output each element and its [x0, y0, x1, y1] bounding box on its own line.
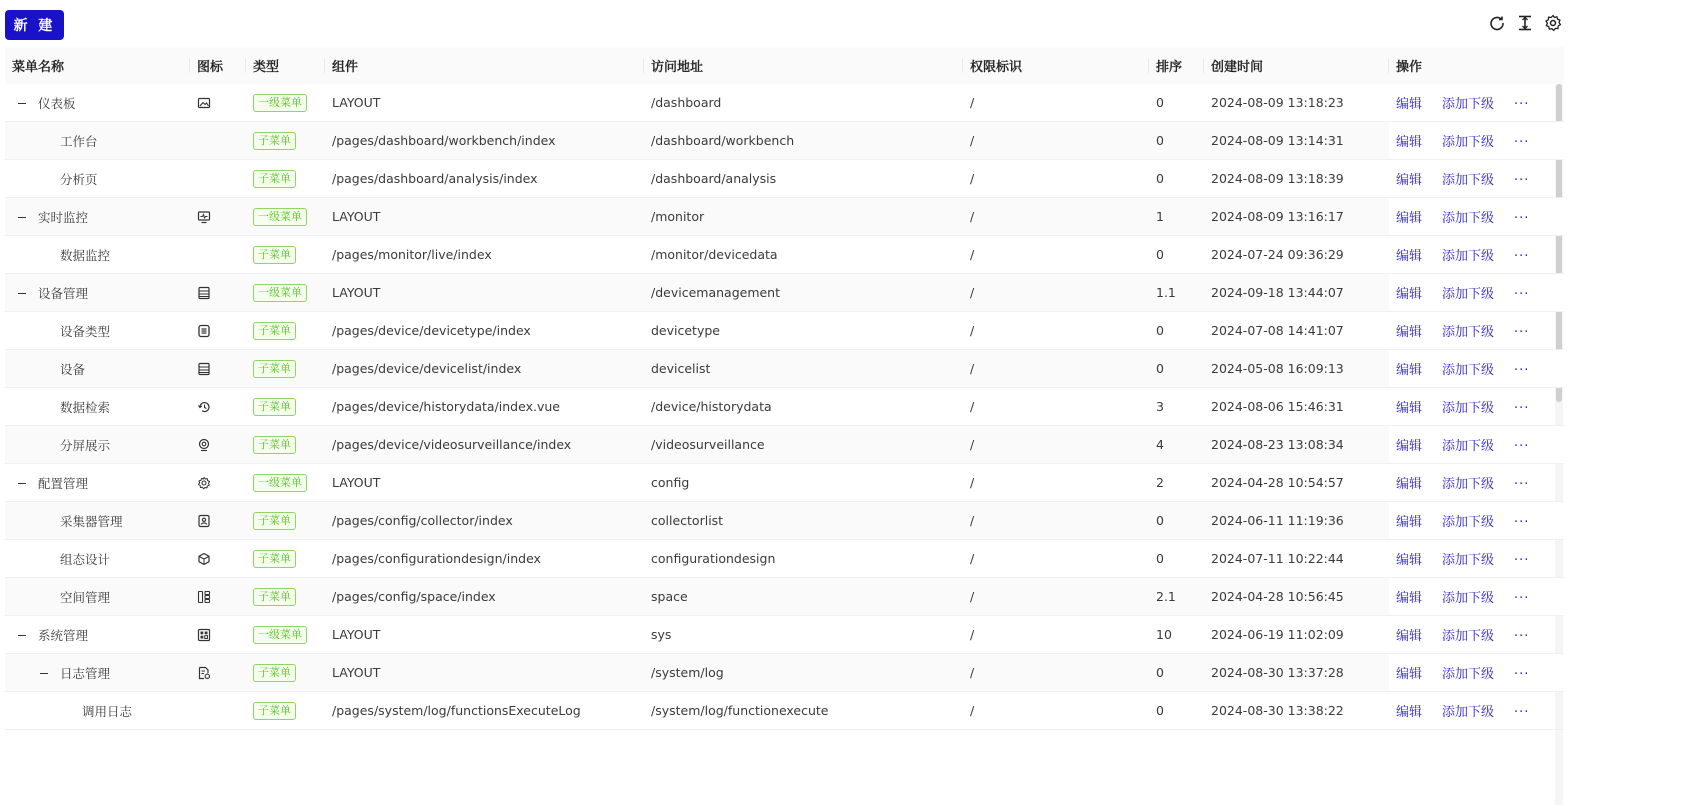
component-cell: LAYOUT — [325, 654, 644, 692]
menu-type-cell — [246, 654, 325, 692]
order-cell: 0 — [1149, 540, 1204, 578]
actions-cell — [1389, 350, 1564, 388]
cube-icon — [197, 552, 211, 566]
image-icon — [197, 96, 211, 110]
menu-name-cell — [5, 160, 190, 198]
table-row — [5, 388, 1564, 426]
add-child-link[interactable]: 添加下级 — [1442, 515, 1495, 530]
order-cell: 0 — [1149, 236, 1204, 274]
menu-name: 工作台 — [60, 133, 98, 149]
menu-type-cell — [246, 350, 325, 388]
type-tag: 子菜单 — [253, 512, 296, 530]
menu-name: 配置管理 — [38, 475, 89, 491]
type-tag: 子菜单 — [253, 246, 296, 264]
component-cell: LAYOUT — [325, 274, 644, 312]
col-icon: 图标 — [190, 47, 246, 84]
more-icon[interactable]: ··· — [1514, 439, 1530, 454]
component-cell: /pages/device/devicetype/index — [325, 312, 644, 350]
table-row — [5, 312, 1564, 350]
menu-name: 设备 — [60, 361, 86, 377]
menu-name: 组态设计 — [60, 551, 111, 567]
permission-cell: / — [963, 274, 1149, 312]
table-row — [5, 426, 1564, 464]
permission-cell: / — [963, 388, 1149, 426]
order-cell: 0 — [1149, 122, 1204, 160]
actions-cell — [1389, 312, 1564, 350]
menu-icon-cell — [190, 388, 246, 426]
col-component: 组件 — [325, 47, 644, 84]
menu-type-cell — [246, 236, 325, 274]
edit-link[interactable]: 编辑 — [1396, 401, 1423, 416]
add-child-link[interactable]: 添加下级 — [1442, 401, 1495, 416]
type-tag: 一级菜单 — [253, 208, 307, 226]
menu-name: 系统管理 — [38, 627, 89, 643]
menu-name: 采集器管理 — [60, 513, 123, 529]
type-tag: 一级菜单 — [253, 626, 307, 644]
path-cell: configurationdesign — [644, 540, 963, 578]
actions-cell — [1389, 616, 1564, 654]
edit-link[interactable]: 编辑 — [1396, 249, 1423, 264]
table-row — [5, 274, 1564, 312]
created-cell: 2024-08-09 13:14:31 — [1204, 122, 1389, 160]
menu-type-cell — [246, 122, 325, 160]
path-cell: /videosurveillance — [644, 426, 963, 464]
type-tag: 子菜单 — [253, 360, 296, 378]
menu-name-cell — [5, 122, 190, 160]
edit-link[interactable]: 编辑 — [1396, 515, 1423, 530]
type-tag: 子菜单 — [253, 322, 296, 340]
menu-name: 设备类型 — [60, 323, 111, 339]
col-path: 访问地址 — [644, 47, 963, 84]
table-tools — [1488, 14, 1562, 32]
permission-cell: / — [963, 502, 1149, 540]
table-row — [5, 654, 1564, 692]
menu-name-cell — [5, 388, 190, 426]
actions-cell — [1389, 122, 1564, 160]
menu-type-cell — [246, 616, 325, 654]
toolbar — [0, 0, 1692, 50]
menu-name-cell — [5, 274, 190, 312]
more-icon[interactable]: ··· — [1514, 97, 1530, 112]
tree-icon — [197, 590, 211, 604]
menu-type-cell — [246, 388, 325, 426]
type-tag: 一级菜单 — [253, 284, 307, 302]
actions-cell — [1389, 654, 1564, 692]
table-row — [5, 122, 1564, 160]
path-cell: sys — [644, 616, 963, 654]
menu-icon-cell — [190, 160, 246, 198]
path-cell: /system/log — [644, 654, 963, 692]
permission-cell: / — [963, 198, 1149, 236]
path-cell: /dashboard — [644, 84, 963, 122]
add-child-link[interactable]: 添加下级 — [1442, 363, 1495, 378]
menu-type-cell — [246, 274, 325, 312]
menu-name-cell — [5, 578, 190, 616]
permission-cell: / — [963, 312, 1149, 350]
col-type: 类型 — [246, 47, 325, 84]
menu-name: 数据检索 — [60, 399, 111, 415]
list-box-icon — [197, 324, 211, 338]
add-child-link[interactable]: 添加下级 — [1442, 439, 1495, 454]
table-row — [5, 350, 1564, 388]
type-tag: 子菜单 — [253, 702, 296, 720]
edit-link[interactable]: 编辑 — [1396, 97, 1423, 112]
created-cell: 2024-06-19 11:02:09 — [1204, 616, 1389, 654]
component-cell: /pages/device/videosurveillance/index — [325, 426, 644, 464]
more-icon[interactable]: ··· — [1514, 287, 1530, 302]
created-cell: 2024-07-11 10:22:44 — [1204, 540, 1389, 578]
menu-type-cell — [246, 578, 325, 616]
path-cell: devicelist — [644, 350, 963, 388]
permission-cell: / — [963, 122, 1149, 160]
edit-link[interactable]: 编辑 — [1396, 477, 1423, 492]
menu-icon-cell — [190, 274, 246, 312]
actions-cell — [1389, 84, 1564, 122]
created-cell: 2024-08-30 13:38:22 — [1204, 692, 1389, 730]
history-icon — [197, 400, 211, 414]
created-cell: 2024-08-23 13:08:34 — [1204, 426, 1389, 464]
menu-icon-cell — [190, 350, 246, 388]
col-menu-name: 菜单名称 — [5, 47, 190, 84]
component-cell: /pages/system/log/functionsExecuteLog — [325, 692, 644, 730]
component-cell: LAYOUT — [325, 616, 644, 654]
menu-name: 日志管理 — [60, 665, 111, 681]
permission-cell: / — [963, 426, 1149, 464]
menu-type-cell — [246, 692, 325, 730]
path-cell: collectorlist — [644, 502, 963, 540]
menu-name: 设备管理 — [38, 285, 89, 301]
menu-icon-cell — [190, 198, 246, 236]
path-cell: /monitor — [644, 198, 963, 236]
edit-link[interactable]: 编辑 — [1396, 325, 1423, 340]
collapse-icon[interactable] — [16, 97, 28, 109]
menu-icon-cell — [190, 616, 246, 654]
created-cell: 2024-08-09 13:16:17 — [1204, 198, 1389, 236]
edit-link[interactable]: 编辑 — [1396, 629, 1423, 644]
menu-name-cell — [5, 502, 190, 540]
table-row — [5, 502, 1564, 540]
order-cell: 1 — [1149, 198, 1204, 236]
gear-icon — [197, 476, 211, 490]
path-cell: /monitor/devicedata — [644, 236, 963, 274]
type-tag: 子菜单 — [253, 398, 296, 416]
created-cell: 2024-08-09 13:18:39 — [1204, 160, 1389, 198]
created-cell: 2024-04-28 10:56:45 — [1204, 578, 1389, 616]
order-cell: 2 — [1149, 464, 1204, 502]
component-cell: /pages/device/historydata/index.vue — [325, 388, 644, 426]
created-cell: 2024-06-11 11:19:36 — [1204, 502, 1389, 540]
menu-icon-cell — [190, 692, 246, 730]
order-cell: 0 — [1149, 654, 1204, 692]
created-cell: 2024-04-28 10:54:57 — [1204, 464, 1389, 502]
more-icon[interactable]: ··· — [1514, 401, 1530, 416]
table-row — [5, 464, 1564, 502]
type-tag: 子菜单 — [253, 588, 296, 606]
edit-link[interactable]: 编辑 — [1396, 553, 1423, 568]
menu-name: 调用日志 — [82, 703, 133, 719]
path-cell: /system/log/functionexecute — [644, 692, 963, 730]
add-child-link[interactable]: 添加下级 — [1442, 477, 1495, 492]
table-row — [5, 160, 1564, 198]
menu-table-wrap — [5, 47, 1564, 805]
created-cell: 2024-07-24 09:36:29 — [1204, 236, 1389, 274]
type-tag: 子菜单 — [253, 132, 296, 150]
more-icon[interactable]: ··· — [1514, 211, 1530, 226]
edit-link[interactable]: 编辑 — [1396, 287, 1423, 302]
type-tag: 子菜单 — [253, 436, 296, 454]
more-icon[interactable]: ··· — [1514, 325, 1530, 340]
column-height-icon[interactable] — [1516, 14, 1534, 32]
menu-name-cell — [5, 350, 190, 388]
refresh-icon[interactable] — [1488, 14, 1506, 32]
menu-name-cell — [5, 540, 190, 578]
menu-type-cell — [246, 426, 325, 464]
actions-cell — [1389, 578, 1564, 616]
table-icon — [197, 362, 211, 376]
menu-icon-cell — [190, 502, 246, 540]
add-child-link[interactable]: 添加下级 — [1442, 249, 1495, 264]
edit-link[interactable]: 编辑 — [1396, 705, 1423, 720]
apps-icon — [197, 628, 211, 642]
actions-cell — [1389, 198, 1564, 236]
col-permission: 权限标识 — [963, 47, 1149, 84]
component-cell: /pages/dashboard/analysis/index — [325, 160, 644, 198]
permission-cell: / — [963, 350, 1149, 388]
order-cell: 0 — [1149, 84, 1204, 122]
order-cell: 0 — [1149, 502, 1204, 540]
component-cell: /pages/dashboard/workbench/index — [325, 122, 644, 160]
menu-name: 分析页 — [60, 171, 98, 187]
order-cell: 2.1 — [1149, 578, 1204, 616]
menu-name-cell — [5, 654, 190, 692]
edit-link[interactable]: 编辑 — [1396, 363, 1423, 378]
add-child-link[interactable]: 添加下级 — [1442, 173, 1495, 188]
menu-icon-cell — [190, 122, 246, 160]
add-child-link[interactable]: 添加下级 — [1442, 667, 1495, 682]
actions-cell — [1389, 540, 1564, 578]
collapse-icon[interactable] — [16, 477, 28, 489]
created-cell: 2024-07-08 14:41:07 — [1204, 312, 1389, 350]
collapse-icon[interactable] — [16, 629, 28, 641]
menu-name-cell — [5, 198, 190, 236]
menu-name: 分屏展示 — [60, 437, 111, 453]
order-cell: 4 — [1149, 426, 1204, 464]
add-child-link[interactable]: 添加下级 — [1442, 97, 1495, 112]
actions-cell — [1389, 274, 1564, 312]
path-cell: config — [644, 464, 963, 502]
menu-icon-cell — [190, 578, 246, 616]
permission-cell: / — [963, 236, 1149, 274]
more-icon[interactable]: ··· — [1514, 591, 1530, 606]
add-child-link[interactable]: 添加下级 — [1442, 629, 1495, 644]
menu-name: 数据监控 — [60, 247, 111, 263]
menu-type-cell — [246, 540, 325, 578]
menu-name: 仪表板 — [38, 95, 76, 111]
add-child-link[interactable]: 添加下级 — [1442, 211, 1495, 226]
col-actions: 操作 — [1389, 47, 1564, 84]
collapse-icon[interactable] — [16, 211, 28, 223]
more-icon[interactable]: ··· — [1514, 553, 1530, 568]
menu-name-cell — [5, 312, 190, 350]
permission-cell: / — [963, 616, 1149, 654]
permission-cell: / — [963, 578, 1149, 616]
collapse-icon[interactable] — [38, 667, 50, 679]
menu-type-cell — [246, 502, 325, 540]
more-icon[interactable]: ··· — [1514, 249, 1530, 264]
permission-cell: / — [963, 654, 1149, 692]
more-icon[interactable]: ··· — [1514, 173, 1530, 188]
table-row — [5, 616, 1564, 654]
camera-icon — [197, 438, 211, 452]
type-tag: 子菜单 — [253, 550, 296, 568]
type-tag: 一级菜单 — [253, 94, 307, 112]
table-row — [5, 578, 1564, 616]
edit-link[interactable]: 编辑 — [1396, 667, 1423, 682]
created-cell: 2024-08-30 13:37:28 — [1204, 654, 1389, 692]
path-cell: space — [644, 578, 963, 616]
menu-name: 空间管理 — [60, 589, 111, 605]
order-cell: 0 — [1149, 692, 1204, 730]
more-icon[interactable]: ··· — [1514, 515, 1530, 530]
edit-link[interactable]: 编辑 — [1396, 173, 1423, 188]
menu-name-cell — [5, 464, 190, 502]
new-button[interactable]: 新 建 — [5, 10, 64, 40]
edit-link[interactable]: 编辑 — [1396, 439, 1423, 454]
menu-icon-cell — [190, 540, 246, 578]
path-cell: devicetype — [644, 312, 963, 350]
path-cell: /device/historydata — [644, 388, 963, 426]
component-cell: /pages/configurationdesign/index — [325, 540, 644, 578]
more-icon[interactable]: ··· — [1514, 667, 1530, 682]
add-child-link[interactable]: 添加下级 — [1442, 135, 1495, 150]
settings-icon[interactable] — [1544, 14, 1562, 32]
edit-link[interactable]: 编辑 — [1396, 591, 1423, 606]
col-created: 创建时间 — [1204, 47, 1389, 84]
menu-icon-cell — [190, 654, 246, 692]
edit-link[interactable]: 编辑 — [1396, 135, 1423, 150]
menu-type-cell — [246, 160, 325, 198]
add-child-link[interactable]: 添加下级 — [1442, 325, 1495, 340]
component-cell: LAYOUT — [325, 464, 644, 502]
type-tag: 子菜单 — [253, 170, 296, 188]
actions-cell — [1389, 502, 1564, 540]
actions-cell — [1389, 236, 1564, 274]
actions-cell — [1389, 692, 1564, 730]
edit-link[interactable]: 编辑 — [1396, 211, 1423, 226]
contact-icon — [197, 514, 211, 528]
type-tag: 子菜单 — [253, 664, 296, 682]
menu-name: 实时监控 — [38, 209, 89, 225]
table-row — [5, 540, 1564, 578]
menu-icon-cell — [190, 84, 246, 122]
table-header — [5, 47, 1564, 84]
component-cell: /pages/config/space/index — [325, 578, 644, 616]
actions-cell — [1389, 426, 1564, 464]
table-row — [5, 198, 1564, 236]
menu-name-cell — [5, 426, 190, 464]
more-icon[interactable]: ··· — [1514, 477, 1530, 492]
permission-cell: / — [963, 84, 1149, 122]
table-icon — [197, 286, 211, 300]
add-child-link[interactable]: 添加下级 — [1442, 591, 1495, 606]
order-cell: 1.1 — [1149, 274, 1204, 312]
more-icon[interactable]: ··· — [1514, 135, 1530, 150]
col-order: 排序 — [1149, 47, 1204, 84]
order-cell: 0 — [1149, 160, 1204, 198]
order-cell: 10 — [1149, 616, 1204, 654]
path-cell: /dashboard/workbench — [644, 122, 963, 160]
path-cell: /dashboard/analysis — [644, 160, 963, 198]
permission-cell: / — [963, 464, 1149, 502]
permission-cell: / — [963, 160, 1149, 198]
created-cell: 2024-08-06 15:46:31 — [1204, 388, 1389, 426]
actions-cell — [1389, 160, 1564, 198]
menu-icon-cell — [190, 312, 246, 350]
file-gear-icon — [197, 666, 211, 680]
more-icon[interactable]: ··· — [1514, 629, 1530, 644]
menu-name-cell — [5, 616, 190, 654]
menu-type-cell — [246, 84, 325, 122]
permission-cell: / — [963, 692, 1149, 730]
more-icon[interactable]: ··· — [1514, 705, 1530, 720]
add-child-link[interactable]: 添加下级 — [1442, 287, 1495, 302]
menu-name-cell — [5, 84, 190, 122]
add-child-link[interactable]: 添加下级 — [1442, 553, 1495, 568]
menu-type-cell — [246, 312, 325, 350]
menu-table — [5, 47, 1564, 730]
menu-icon-cell — [190, 236, 246, 274]
collapse-icon[interactable] — [16, 287, 28, 299]
actions-cell — [1389, 388, 1564, 426]
order-cell: 0 — [1149, 312, 1204, 350]
table-row — [5, 84, 1564, 122]
menu-type-cell — [246, 198, 325, 236]
component-cell: LAYOUT — [325, 198, 644, 236]
permission-cell: / — [963, 540, 1149, 578]
menu-icon-cell — [190, 464, 246, 502]
created-cell: 2024-09-18 13:44:07 — [1204, 274, 1389, 312]
menu-name-cell — [5, 692, 190, 730]
order-cell: 0 — [1149, 350, 1204, 388]
menu-type-cell — [246, 464, 325, 502]
more-icon[interactable]: ··· — [1514, 363, 1530, 378]
order-cell: 3 — [1149, 388, 1204, 426]
component-cell: /pages/device/devicelist/index — [325, 350, 644, 388]
path-cell: /devicemanagement — [644, 274, 963, 312]
component-cell: /pages/monitor/live/index — [325, 236, 644, 274]
component-cell: /pages/config/collector/index — [325, 502, 644, 540]
menu-name-cell — [5, 236, 190, 274]
type-tag: 一级菜单 — [253, 474, 307, 492]
menu-icon-cell — [190, 426, 246, 464]
table-row — [5, 236, 1564, 274]
table-row — [5, 692, 1564, 730]
actions-cell — [1389, 464, 1564, 502]
component-cell: LAYOUT — [325, 84, 644, 122]
created-cell: 2024-08-09 13:18:23 — [1204, 84, 1389, 122]
monitor-icon — [197, 210, 211, 224]
created-cell: 2024-05-08 16:09:13 — [1204, 350, 1389, 388]
add-child-link[interactable]: 添加下级 — [1442, 705, 1495, 720]
